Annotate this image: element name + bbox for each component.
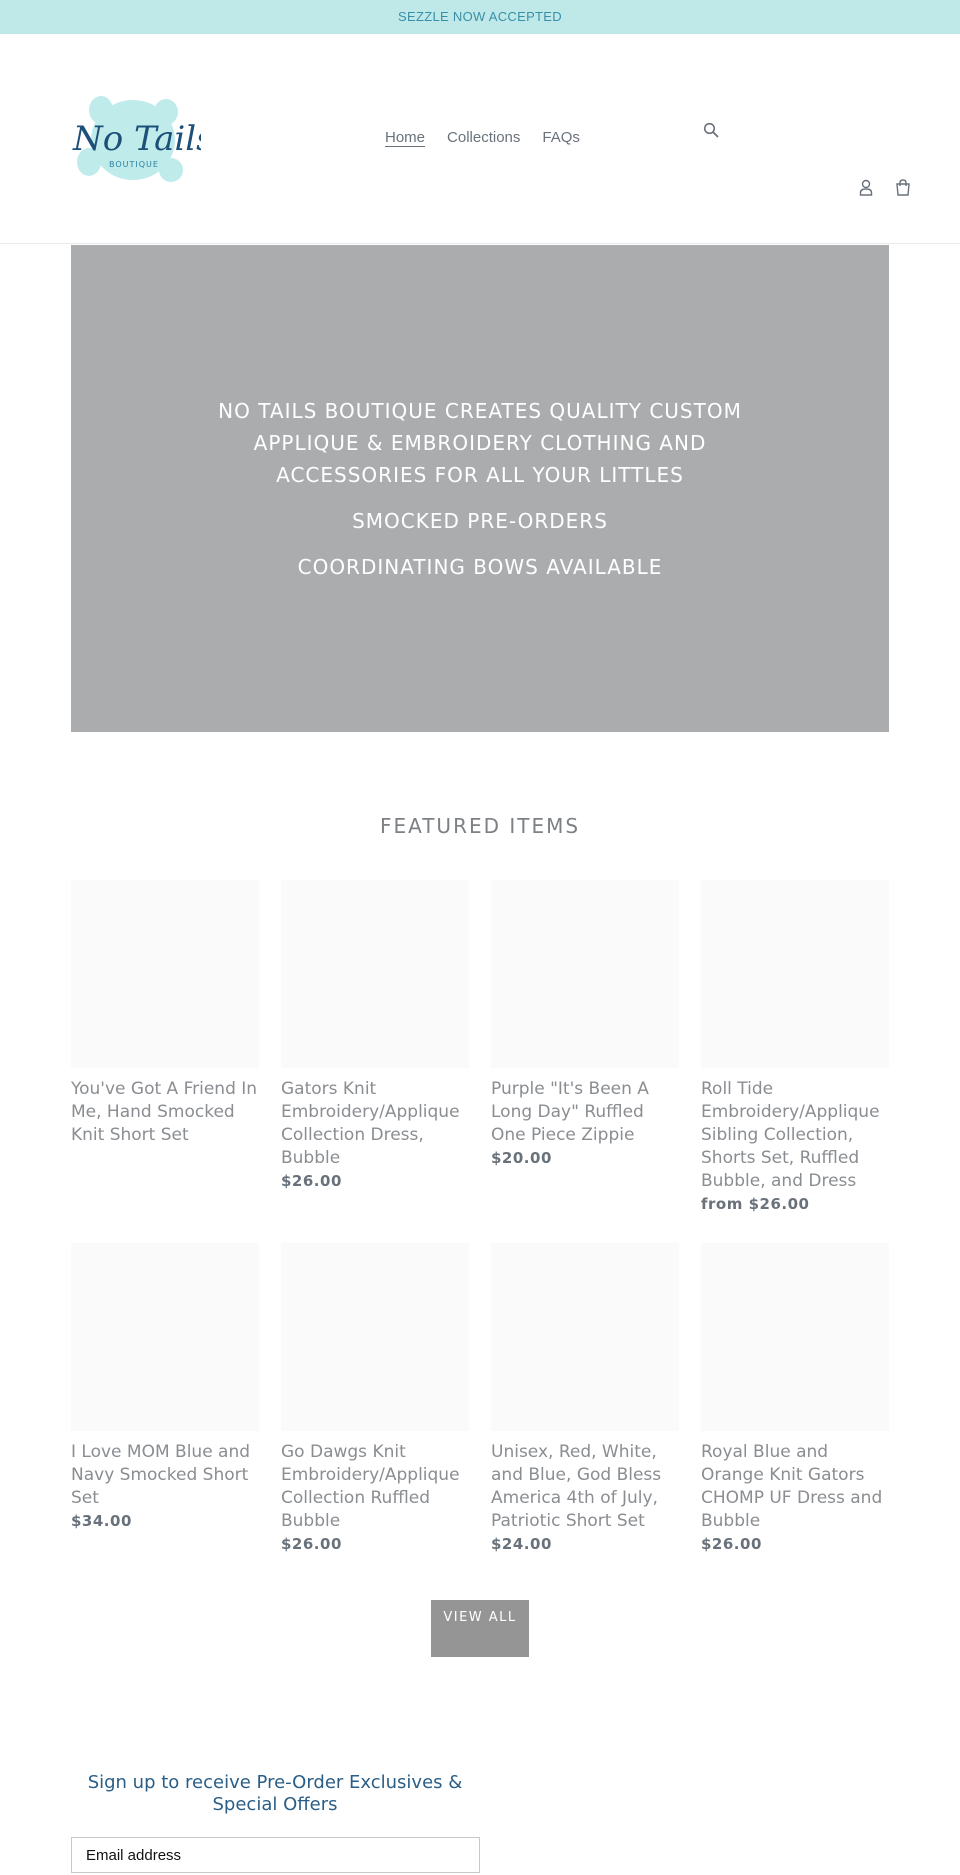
cart-icon — [895, 179, 911, 196]
search-icon — [703, 122, 719, 138]
product-card[interactable] — [701, 1243, 889, 1553]
product-card[interactable] — [701, 880, 889, 1213]
account-icon — [859, 179, 873, 196]
product-title[interactable]: I Love MOM Blue and Navy Smocked Short Set — [71, 1442, 251, 1508]
product-card[interactable] — [281, 1243, 469, 1553]
product-card[interactable] — [71, 1243, 259, 1530]
account-button[interactable] — [857, 177, 875, 197]
product-price: $26.00 — [701, 1535, 762, 1553]
product-price: $26.00 — [281, 1172, 342, 1190]
nav-collections[interactable]: Collections — [447, 129, 521, 146]
product-title[interactable]: Gators Knit Embroidery/Applique Collection Dress, Bubble — [281, 1079, 460, 1168]
product-card[interactable] — [491, 880, 679, 1167]
product-title[interactable]: Roll Tide Embroidery/Applique Sibling Collection, Shorts Set, Ruffled Bubble, and Dress — [701, 1079, 880, 1191]
product-title[interactable]: Unisex, Red, White, and Blue, God Bless America 4th of July, Patriotic Short Set — [491, 1442, 662, 1531]
announcement-bar[interactable]: SEZZLE NOW ACCEPTED — [0, 0, 960, 34]
product-price: $34.00 — [71, 1512, 132, 1530]
product-price: $24.00 — [491, 1535, 552, 1553]
hero-bows-text: COORDINATING BOWS AVAILABLE — [297, 555, 663, 579]
product-price: from $26.00 — [701, 1195, 810, 1213]
hero-banner — [71, 245, 889, 732]
product-image[interactable] — [71, 1243, 259, 1431]
paw-logo-icon — [71, 92, 201, 192]
product-image[interactable] — [491, 1243, 679, 1431]
product-title[interactable]: Purple "It's Been A Long Day" Ruffled One Piece Zippie — [491, 1079, 649, 1145]
product-card[interactable] — [281, 880, 469, 1190]
cart-button[interactable] — [893, 177, 913, 197]
product-card[interactable] — [491, 1243, 679, 1553]
logo-text: No Tails — [73, 119, 201, 159]
search-button[interactable] — [701, 120, 721, 140]
product-image[interactable] — [71, 880, 259, 1068]
view-all-button[interactable]: VIEW ALL — [431, 1600, 529, 1657]
site-header — [0, 34, 960, 244]
nav-faqs[interactable]: FAQs — [542, 129, 580, 146]
product-image[interactable] — [491, 880, 679, 1068]
product-price: $20.00 — [491, 1149, 552, 1167]
hero-headline: NO TAILS BOUTIQUE CREATES QUALITY CUSTOM APPLIQUE & EMBROIDERY CLOTHING AND ACCESSORIES FOR ALL YOUR LITTLES — [218, 399, 742, 487]
main-nav — [385, 129, 602, 146]
product-price: $26.00 — [281, 1535, 342, 1553]
product-image[interactable] — [281, 1243, 469, 1431]
logo[interactable] — [71, 92, 201, 192]
newsletter-title: Sign up to receive Pre-Order Exclusives & Special Offers — [87, 1772, 463, 1815]
product-title[interactable]: Go Dawgs Knit Embroidery/Applique Collection Ruffled Bubble — [281, 1442, 460, 1531]
hero-smocked-text: SMOCKED PRE-ORDERS — [352, 509, 608, 533]
product-image[interactable] — [701, 880, 889, 1068]
product-title[interactable]: You've Got A Friend In Me, Hand Smocked Knit Short Set — [71, 1079, 258, 1145]
nav-home[interactable]: Home — [385, 129, 426, 146]
logo-subtext: BOUTIQUE — [109, 160, 159, 169]
product-title[interactable]: Royal Blue and Orange Knit Gators CHOMP UF Dress and Bubble — [701, 1442, 883, 1531]
product-image[interactable] — [701, 1243, 889, 1431]
email-field[interactable] — [71, 1837, 480, 1873]
featured-title: FEATURED ITEMS — [379, 814, 581, 838]
product-card[interactable] — [71, 880, 259, 1149]
product-image[interactable] — [281, 880, 469, 1068]
